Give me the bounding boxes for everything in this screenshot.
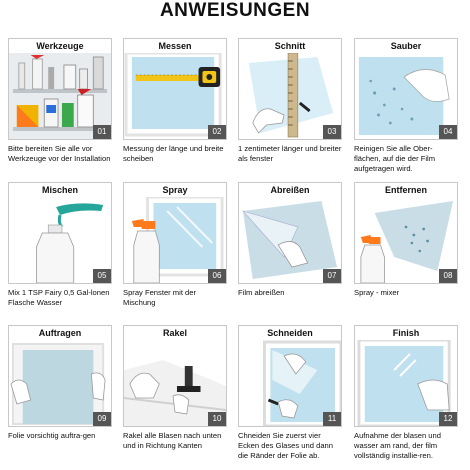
step-09 bbox=[8, 325, 112, 441]
step-caption: Chneiden Sie zuerst vier Ecken des Glases und dann die Ränder der Folie ab. bbox=[238, 431, 333, 460]
step-image bbox=[238, 325, 342, 427]
step-image bbox=[8, 182, 112, 284]
step-caption: Film abreißen bbox=[238, 288, 285, 297]
step-12 bbox=[354, 325, 458, 460]
step-08 bbox=[354, 182, 458, 298]
step-image bbox=[8, 325, 112, 427]
step-image bbox=[238, 38, 342, 140]
step-label: Mischen bbox=[41, 185, 78, 195]
step-caption: Reinigen Sie alle Ober-flächen, auf die der Film aufgetragen wird. bbox=[354, 144, 436, 173]
step-caption: Messung der länge und breite scheiben bbox=[123, 144, 224, 163]
step-image bbox=[123, 325, 227, 427]
step-caption: Mix 1 TSP Fairy 0,5 Gal-lonen Flasche Wasser bbox=[8, 288, 110, 307]
step-caption: Spray Fenster mit der Mischung bbox=[123, 288, 197, 307]
step-caption: Spray - mixer bbox=[354, 288, 400, 297]
step-image bbox=[8, 38, 112, 140]
step-image bbox=[123, 38, 227, 140]
step-image bbox=[354, 182, 458, 284]
step-label: Schnitt bbox=[274, 41, 306, 51]
step-11 bbox=[238, 325, 342, 460]
step-number: 04 bbox=[439, 125, 457, 139]
step-image bbox=[238, 182, 342, 284]
step-label: Finish bbox=[392, 328, 420, 338]
step-label: Spray bbox=[162, 185, 188, 195]
step-caption: Folie vorsichtig auftra-gen bbox=[8, 431, 96, 440]
step-07 bbox=[238, 182, 342, 298]
step-number: 09 bbox=[93, 412, 111, 426]
step-label: Auftragen bbox=[38, 328, 82, 338]
step-03 bbox=[238, 38, 342, 164]
step-label: Rakel bbox=[162, 328, 188, 338]
step-label: Werkzeuge bbox=[36, 41, 84, 51]
step-number: 01 bbox=[93, 125, 111, 139]
page-title: ANWEISUNGEN bbox=[159, 0, 311, 21]
step-01 bbox=[8, 38, 112, 164]
step-image bbox=[354, 38, 458, 140]
step-number: 08 bbox=[439, 269, 457, 283]
step-label: Messen bbox=[158, 41, 192, 51]
step-number: 11 bbox=[323, 412, 341, 426]
step-caption: Bitte bereiten Sie alle vor Werkzeuge vor der Installation bbox=[8, 144, 111, 163]
step-label: Abreißen bbox=[270, 185, 310, 195]
step-number: 10 bbox=[208, 412, 226, 426]
step-caption: 1 zentimeter länger und breiter als fenster bbox=[238, 144, 342, 163]
step-number: 12 bbox=[439, 412, 457, 426]
step-number: 07 bbox=[323, 269, 341, 283]
step-caption: Aufnahme der blasen und wasser am rand, der film vollständig installie-ren. bbox=[354, 431, 441, 460]
step-04 bbox=[354, 38, 458, 173]
step-05 bbox=[8, 182, 112, 308]
step-number: 03 bbox=[323, 125, 341, 139]
step-number: 06 bbox=[208, 269, 226, 283]
step-10 bbox=[123, 325, 227, 451]
step-caption: Rakel alle Blasen nach unten und in Richtung Kanten bbox=[123, 431, 222, 450]
step-image bbox=[123, 182, 227, 284]
step-label: Schneiden bbox=[267, 328, 313, 338]
step-number: 02 bbox=[208, 125, 226, 139]
step-label: Entfernen bbox=[384, 185, 427, 195]
step-label: Sauber bbox=[390, 41, 422, 51]
step-06 bbox=[123, 182, 227, 308]
step-02 bbox=[123, 38, 227, 164]
step-image bbox=[354, 325, 458, 427]
step-number: 05 bbox=[93, 269, 111, 283]
